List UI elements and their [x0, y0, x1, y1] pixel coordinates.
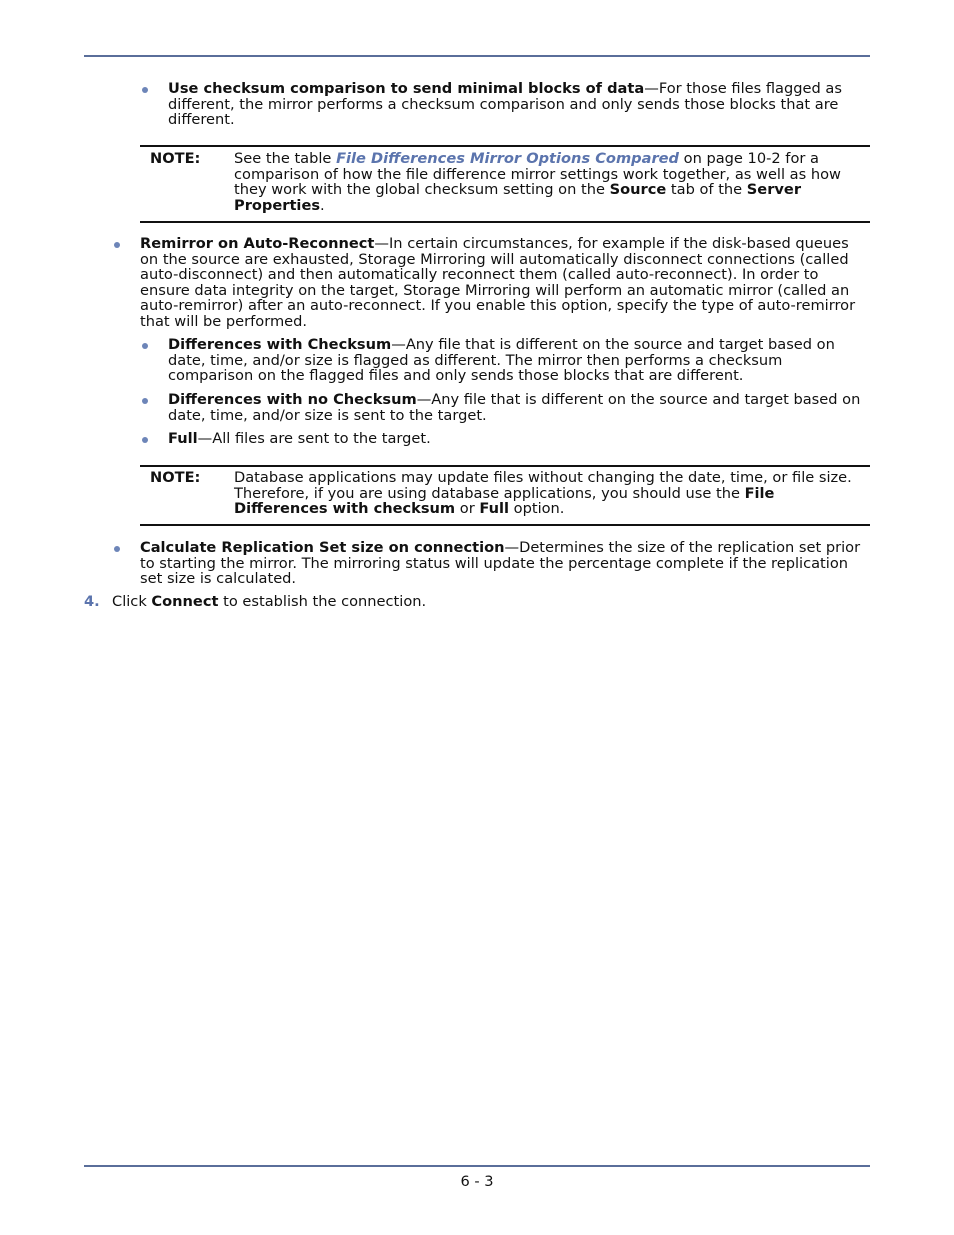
page-number: 6 - 3 — [460, 1173, 494, 1190]
note-bold-file-differences: File Differences with checksum — [234, 484, 775, 518]
bullet-text: —Any file that is different on the source and target based on date, time, and/or size is flagged as different. The mirror then performs a checksum comparison on the flagged files and only sends those blocks that are different. — [168, 336, 835, 385]
note-text-pre: Database applications may update files without changing the date, time, or file size. Therefore, if you are using database applications, you should use the — [234, 469, 852, 502]
note-text-end: . — [320, 196, 325, 214]
note-text-mid: or — [455, 500, 480, 518]
note-bold-source: Source — [609, 181, 667, 199]
note-label: NOTE: — [150, 150, 201, 167]
step-text-post: to establish the connection. — [218, 593, 427, 610]
bullet-icon — [142, 343, 148, 349]
note-bold-server-properties: Server Properties — [234, 181, 802, 214]
note-text-mid2: tab of the — [666, 181, 747, 199]
step-bold-connect: Connect — [151, 593, 219, 610]
note-text — [234, 470, 866, 517]
sub-bullet-full — [168, 431, 868, 447]
bullet-icon — [142, 87, 148, 93]
bullet-calculate-replication-set — [140, 540, 868, 587]
step-4-connect — [112, 594, 868, 610]
note-text-end: option. — [509, 500, 565, 518]
footer-rule — [84, 1165, 870, 1167]
bullet-icon — [142, 437, 148, 443]
note-bold-full: Full — [479, 500, 510, 518]
note-text-pre: See the table — [234, 150, 337, 167]
bullet-title: Use checksum comparison to send minimal blocks of data — [168, 80, 645, 97]
bullet-text: —All files are sent to the target. — [197, 430, 431, 447]
bullet-text: —In certain circumstances, for example if the disk-based queues on the source are exhausted, Storage Mirroring will automatically disconnect connections (called auto-disconnect) and then automatically reconnect them (called auto-reconnect). In order to ensure data integrity on the target, Storage Mirroring will perform an automatic mirror (called an auto-remirror) after an auto-reconnect. If you enable this option, specify the type of auto-remirror that will be performed. — [140, 235, 856, 330]
bullet-remirror-auto-reconnect — [140, 236, 868, 330]
sub-bullet-differences-with-checksum — [168, 337, 868, 384]
bullet-title: Differences with Checksum — [168, 336, 392, 353]
cross-reference-link[interactable]: File Differences Mirror Options Compared — [336, 150, 679, 167]
bullet-title: Calculate Replication Set size on connection — [140, 539, 505, 556]
bullet-title: Differences with no Checksum — [168, 391, 417, 408]
step-text-pre: Click — [112, 593, 152, 610]
sub-bullet-differences-no-checksum — [168, 392, 868, 423]
bullet-icon — [114, 546, 120, 552]
bullet-title: Remirror on Auto-Reconnect — [140, 235, 375, 252]
note-text — [234, 151, 866, 213]
bullet-text: —For those files flagged as different, the mirror performs a checksum comparison and only sends those blocks that are different. — [168, 80, 842, 129]
note-box-1 — [140, 145, 870, 223]
note-box-2 — [140, 465, 870, 526]
step-number: 4. — [84, 593, 100, 610]
bullet-icon — [114, 242, 120, 248]
bullet-icon — [142, 398, 148, 404]
header-rule — [84, 55, 870, 57]
bullet-title: Full — [168, 430, 198, 447]
note-label: NOTE: — [150, 469, 201, 486]
bullet-checksum-comparison — [168, 81, 868, 128]
bullet-text: —Any file that is different on the source and target based on date, time, and/or size is sent to the target. — [168, 391, 861, 424]
bullet-text: —Determines the size of the replication set prior to starting the mirror. The mirroring status will update the percentage complete if the replication set size is calculated. — [140, 539, 861, 588]
note-text-mid: on page 10-2 for a comparison of how the file difference mirror settings work together, as well as how they work with the global checksum setting on the — [234, 150, 841, 199]
